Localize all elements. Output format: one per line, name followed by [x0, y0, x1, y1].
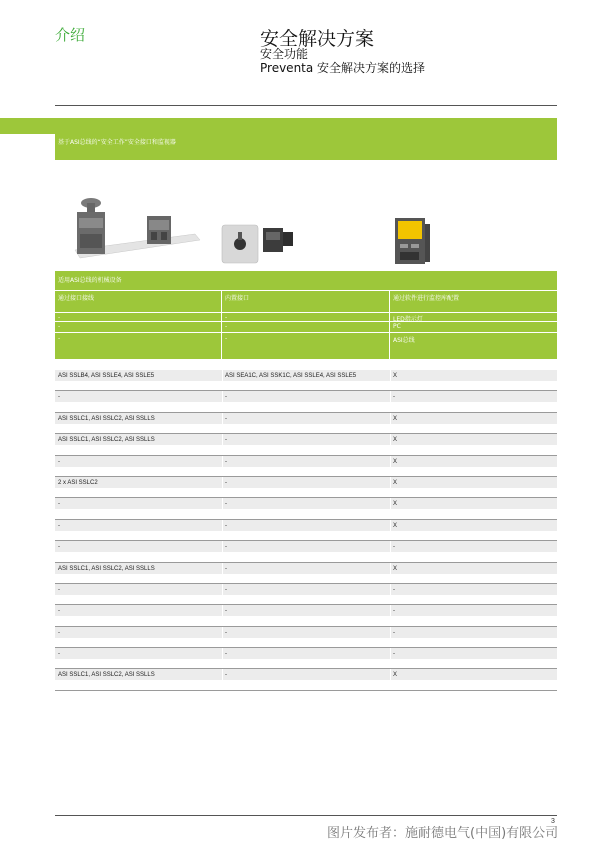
table-cell: - [225, 522, 227, 529]
column-divider [222, 456, 223, 476]
table-row [55, 322, 557, 333]
column-header: 通过接口接线 [55, 291, 222, 312]
column-divider [390, 584, 391, 604]
table-cell: - [58, 522, 60, 529]
control-station-image [222, 225, 293, 263]
column-divider [390, 434, 391, 454]
table-cell: - [222, 313, 390, 321]
section-tag: 介绍 [55, 26, 86, 44]
table-cell: ASI SSLC1, ASI SSLC2, ASI SSLLS [58, 672, 155, 679]
table-row [55, 313, 557, 322]
table-cell: PC [393, 323, 401, 330]
table-cell: X [393, 479, 398, 486]
table-cell: - [393, 586, 395, 593]
product-selection-table [55, 370, 557, 691]
column-divider [390, 627, 391, 647]
row-shading [55, 520, 557, 531]
column-divider [222, 434, 223, 454]
row-shading [55, 605, 557, 616]
machine-equipment-title-text: 适用ASI总线的机械设备 [58, 277, 122, 284]
green-band-top [0, 118, 557, 134]
table-cell: - [225, 544, 227, 551]
row-shading [55, 541, 557, 552]
table-cell: - [225, 394, 227, 401]
table-cell: - [225, 479, 227, 486]
column-header: 通过软件进行监控库配置 [393, 295, 460, 302]
column-divider [222, 563, 223, 583]
page-number: 3 [551, 818, 555, 825]
column-divider [390, 413, 391, 433]
table-cell: - [225, 608, 227, 615]
table-cell: X [393, 415, 398, 422]
column-divider [222, 370, 223, 390]
table-row [55, 541, 557, 562]
table-cell: - [225, 672, 227, 679]
table-cell: X [393, 501, 398, 508]
column-divider [390, 520, 391, 540]
table-cell: ASI SEA1C, ASI SSK1C, ASI SSLE4, ASI SSLE5 [225, 373, 357, 379]
table-cell: - [393, 608, 395, 615]
row-shading [55, 648, 557, 659]
intro-band [55, 134, 557, 160]
table-cell: X [393, 672, 398, 679]
table-cell: - [55, 313, 222, 321]
column-divider [222, 391, 223, 411]
table-cell: - [393, 394, 395, 401]
table-cell: - [58, 544, 60, 551]
table-cell: - [58, 608, 60, 615]
column-header: 内置接口 [222, 291, 390, 312]
page-subtitle-2: Preventa 安全解决方案的选择 [260, 61, 426, 75]
table-row [55, 456, 557, 477]
machine-equipment-table-title [55, 271, 557, 291]
table-row [55, 605, 557, 626]
table-cell: 2 x ASI SSLC2 [58, 479, 98, 486]
table-row [55, 370, 557, 391]
table-cell: ASI SSLB4, ASI SSLE4, ASI SSLE5 [58, 373, 155, 379]
column-divider [390, 370, 391, 390]
table-cell: - [225, 501, 227, 508]
table-cell: - [225, 565, 227, 572]
row-shading [55, 456, 557, 467]
column-divider [222, 477, 223, 497]
intro-band-text: 基于ASI总线的“安全工作”安全接口和监视器 [58, 139, 176, 146]
table-row [55, 563, 557, 584]
row-shading [55, 627, 557, 638]
table-cell: ASI SSLC1, ASI SSLC2, ASI SSLLS [58, 415, 155, 422]
bottom-divider [55, 815, 557, 816]
table-cell: ASI SSLC1, ASI SSLC2, ASI SSLLS [58, 565, 155, 572]
table-header-row [55, 291, 557, 313]
product-images [55, 190, 557, 270]
table-cell: - [393, 629, 395, 636]
table-row [55, 434, 557, 455]
table-cell: X [393, 458, 398, 465]
row-divider [55, 690, 557, 691]
table-cell: - [58, 629, 60, 636]
page-title: 安全解决方案 [260, 28, 375, 50]
page-subtitle: 安全功能 [260, 47, 309, 61]
table-row [55, 333, 557, 359]
table-cell: - [225, 437, 227, 444]
column-divider [222, 541, 223, 561]
row-shading [55, 391, 557, 402]
column-divider [222, 669, 223, 689]
table-cell: - [58, 586, 60, 593]
table-row [55, 669, 557, 690]
column-divider [390, 669, 391, 689]
table-cell: - [225, 586, 227, 593]
table-cell: X [393, 522, 398, 529]
column-divider [222, 627, 223, 647]
column-divider [222, 605, 223, 625]
column-divider [222, 520, 223, 540]
column-divider [390, 648, 391, 668]
column-divider [390, 605, 391, 625]
table-row [55, 477, 557, 498]
table-row [55, 648, 557, 669]
table-cell: X [393, 437, 398, 444]
column-divider [222, 648, 223, 668]
table-cell: - [225, 629, 227, 636]
column-divider [390, 477, 391, 497]
table-cell: - [393, 544, 395, 551]
table-cell: - [222, 333, 390, 359]
table-cell: X [393, 373, 398, 379]
table-cell: - [225, 651, 227, 658]
table-row [55, 520, 557, 541]
table-row [55, 627, 557, 648]
table-cell: - [58, 651, 60, 658]
table-cell: ASI总线 [393, 337, 415, 344]
column-divider [390, 541, 391, 561]
table-cell: - [58, 394, 60, 401]
row-shading [55, 477, 557, 488]
column-divider [390, 456, 391, 476]
column-divider [222, 413, 223, 433]
table-cell: - [55, 322, 222, 332]
column-divider [390, 563, 391, 583]
safety-monitor-image [395, 218, 430, 264]
table-row [55, 584, 557, 605]
table-cell: - [225, 415, 227, 422]
table-cell: LED指示灯 [393, 316, 423, 323]
table-row [55, 498, 557, 519]
row-shading [55, 498, 557, 509]
publisher-credit: 图片发布者：施耐德电气(中国)有限公司 [327, 826, 559, 841]
column-divider [222, 498, 223, 518]
machine-equipment-table [55, 271, 557, 359]
column-divider [390, 498, 391, 518]
top-divider [55, 105, 557, 106]
row-shading [55, 584, 557, 595]
table-cell: - [58, 501, 60, 508]
table-cell: - [225, 458, 227, 465]
emergency-stop-device-image [75, 198, 200, 258]
table-row [55, 391, 557, 412]
table-cell: - [55, 333, 222, 359]
table-cell: - [58, 458, 60, 465]
column-divider [222, 584, 223, 604]
table-row [55, 413, 557, 434]
table-cell: - [222, 322, 390, 332]
table-cell: - [393, 651, 395, 658]
column-divider [390, 391, 391, 411]
table-cell: X [393, 565, 398, 572]
table-cell: ASI SSLC1, ASI SSLC2, ASI SSLLS [58, 437, 155, 444]
